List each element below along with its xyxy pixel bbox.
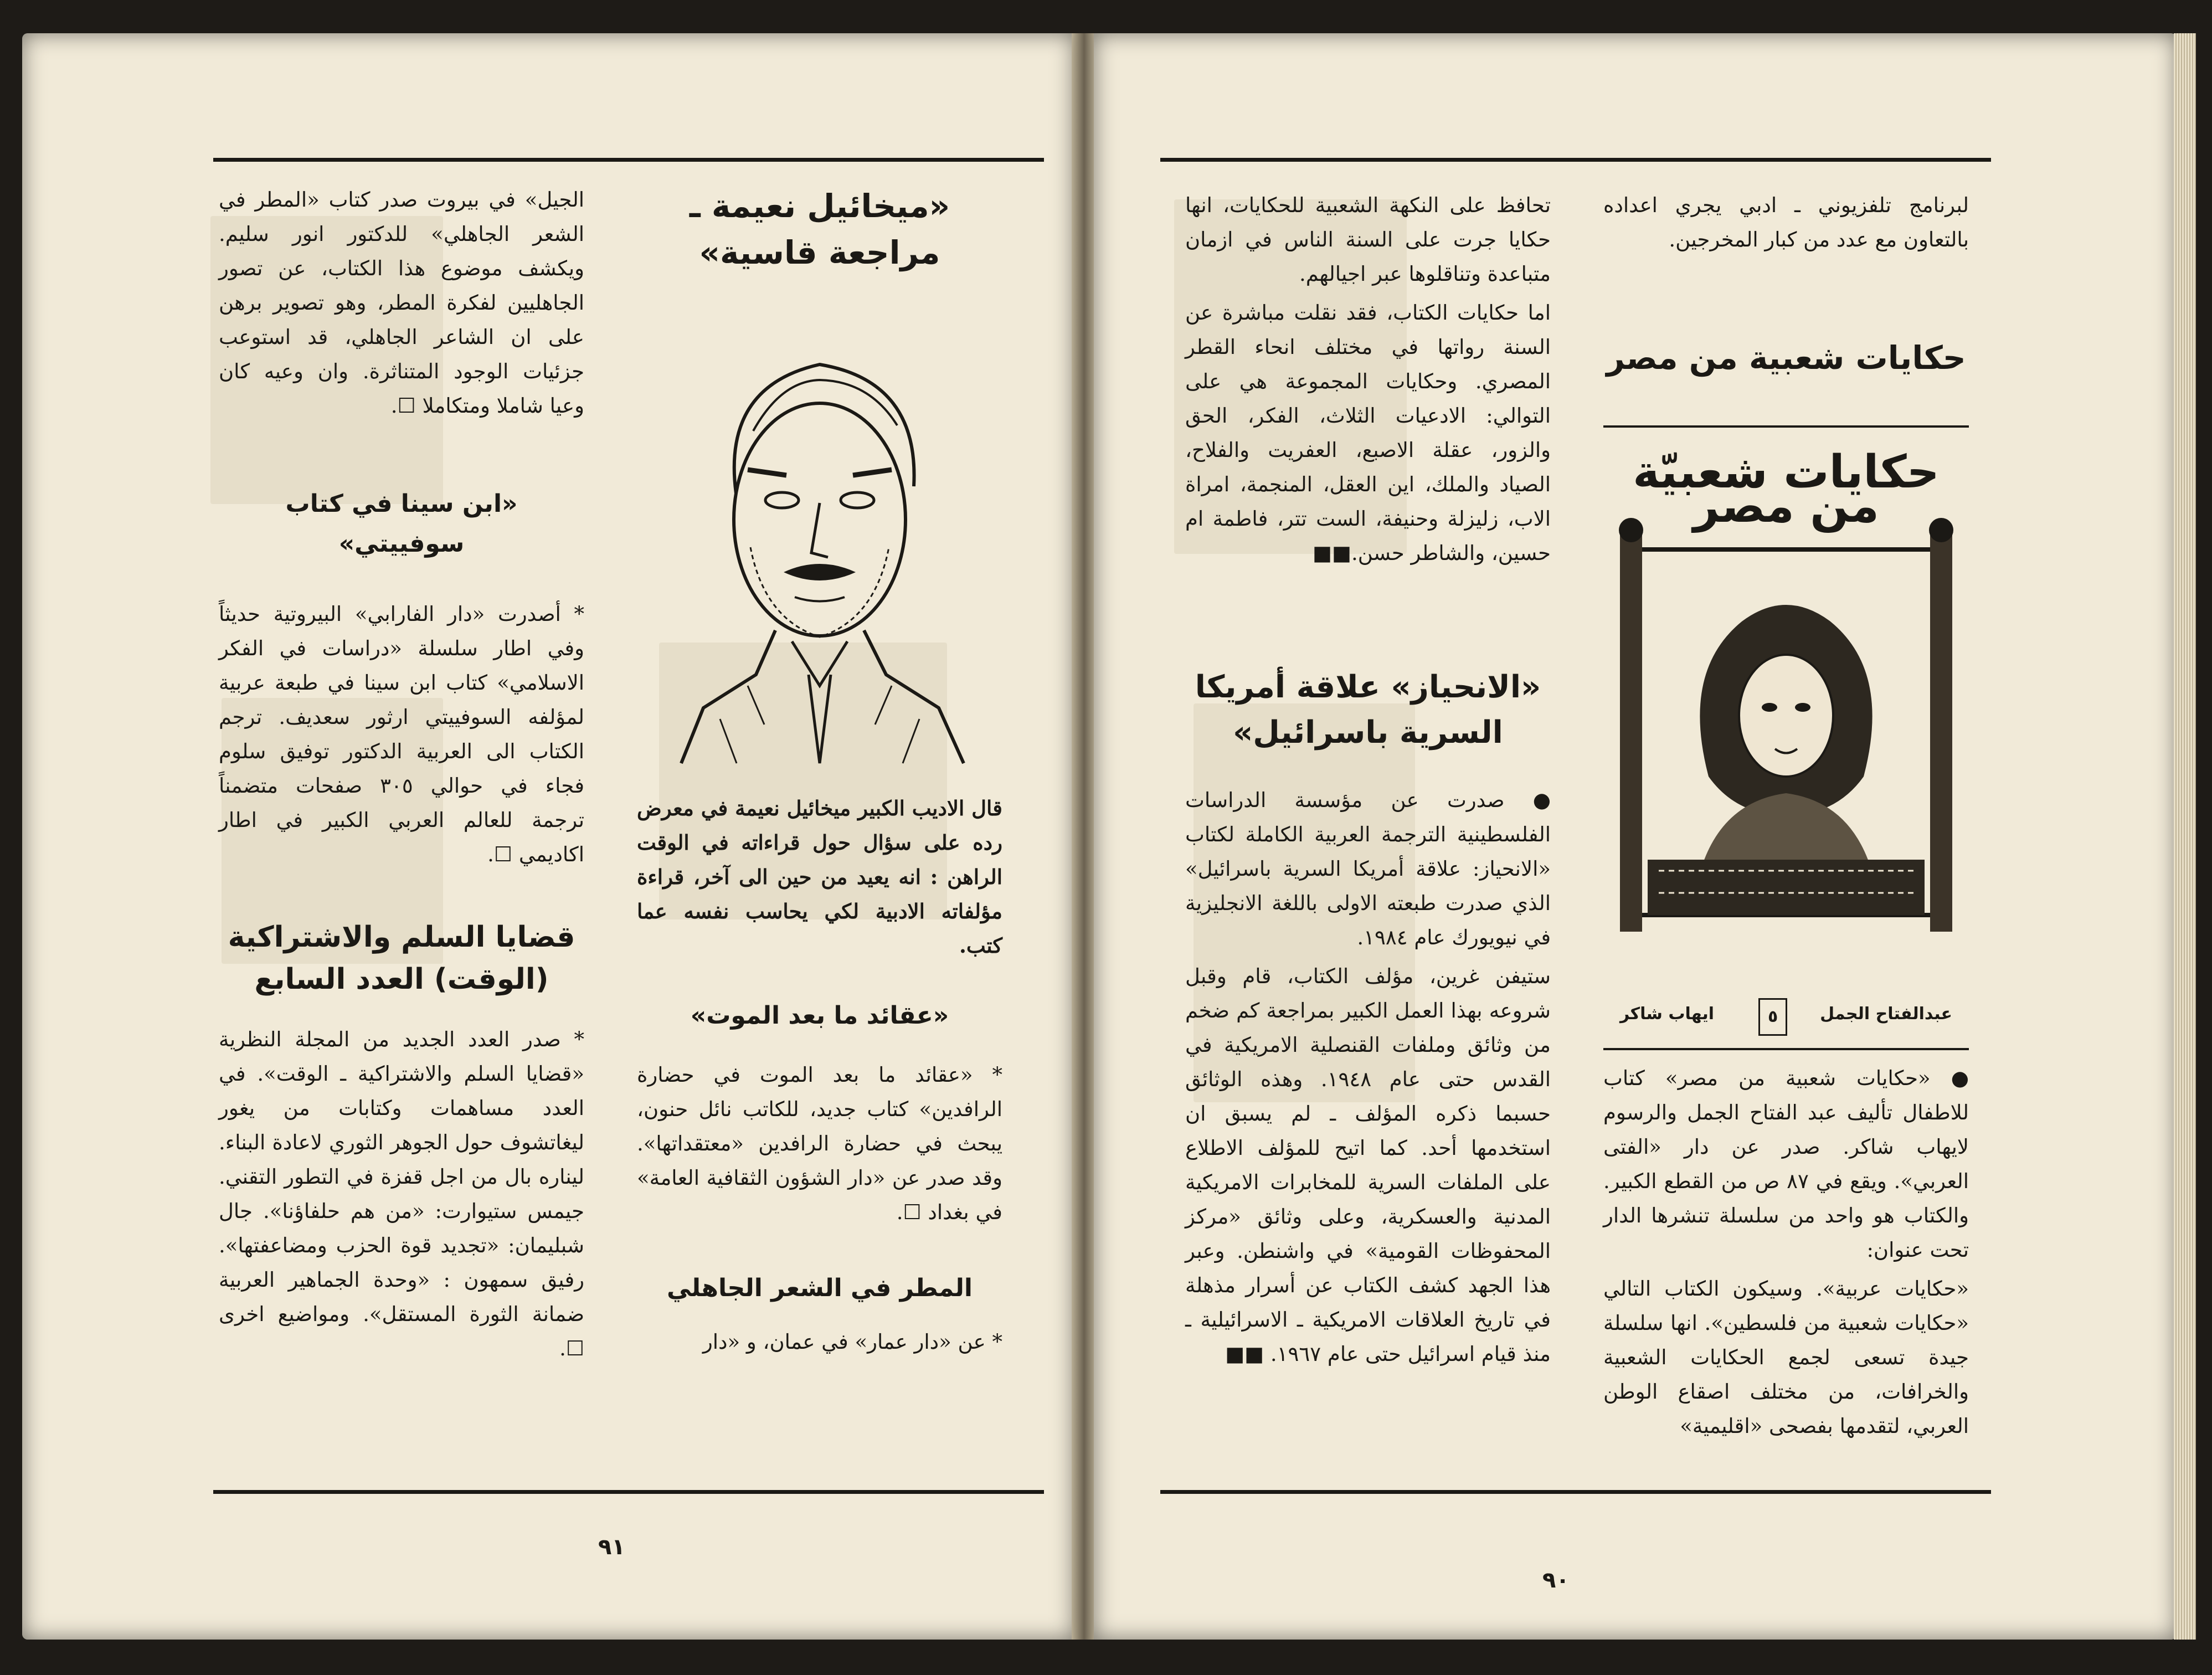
bottom-rule: [213, 1490, 1044, 1494]
article-body-naimy: قال الاديب الكبير ميخائيل نعيمة في معرض رده على سؤال حول قراءاته في الوقت الراهن : انه يعيد من حين الى آخر، قراءة مؤلفاته الادبية لكي يحاسب نفسه عما كتب.: [637, 796, 1002, 958]
book-cover-figure: [1603, 425, 1969, 1050]
cover-illustration: [1614, 516, 1958, 970]
cover-illustrator: ايهاب شاكر: [1620, 1004, 1715, 1024]
article-body-egypt-tales-2: «حكايات عربية». وسيكون الكتاب التالي «حكايات شعبية من فلسطين». انها سلسلة جيدة تسعى لجمع الحكايات الشعبية والخرافات، من مختلف اصقاع الوطن العربي، لتقدمها بفصحى «اقليمية»: [1603, 1277, 1969, 1438]
cover-badge: ٥: [1758, 998, 1787, 1036]
article-body-alignment-1: ● صدرت عن مؤسسة الدراسات الفلسطينية الترجمة العربية الكاملة لكتاب «الانحياز: علاقة أمريكا السرية باسرائيل» الذي صدرت طبعته الاولى باللغة الانجليزية في نيويورك عام ١٩٨٤.: [1185, 788, 1551, 949]
article-title-avicenna: «ابن سينا في كتاب سوفييتي»: [285, 490, 518, 558]
article-body-rain-cont: الجيل» في بيروت صدر كتاب «المطر في الشعر الجاهلي» للدكتور انور سليم. ويكشف موضوع هذا الكتاب، عن تصور الجاهليين لفكرة المطر، وهو تصوير برهن على ان الشاعر الجاهلي، قد استوعب جزئيات الوجود المتناثرة. وان وعيه كان وعيا شاملا ومتكاملا ☐.: [219, 188, 584, 418]
portrait-illustration: [637, 287, 1002, 769]
article-title-rain: المطر في الشعر الجاهلي: [666, 1274, 973, 1302]
left-page-right-column: [637, 183, 1002, 1364]
article-body-egypt-tales-1: ● «حكايات شعبية من مصر» كتاب للاطفال تأليف عبد الفتاح الجمل والرسوم لايهاب شاكر. صدر عن دار «الفتى العربي». ويقع في ٨٧ ص من القطع الكبير. والكتاب هو واحد من سلسلة تنشرها الدار تحت عنوان:: [1603, 1066, 1969, 1262]
intro-text: لبرنامج تلفزيوني ـ ادبي يجري اعداده بالتعاون مع عدد من كبار المخرجين.: [1603, 193, 1969, 251]
page-number: ٩١: [598, 1534, 625, 1560]
left-page: [22, 33, 1074, 1640]
article-title-afterlife: «عقائد ما بعد الموت»: [690, 1001, 949, 1030]
page-edges: [2174, 33, 2196, 1640]
cover-author: عبدالفتاح الجمل: [1820, 1004, 1952, 1024]
book-gutter: [1072, 33, 1097, 1640]
article-title-peace-socialism: قضايا السلم والاشتراكية (الوقت) العدد السابع: [228, 921, 575, 996]
top-rule: [213, 158, 1044, 162]
article-body-egypt-tales-3: تحافظ على النكهة الشعبية للحكايات، انها حكايا جرت على السنة الناس في ازمان متباعدة وتناقلوها عبر اجيالهم.: [1185, 193, 1551, 286]
article-body-egypt-tales-4: اما حكايات الكتاب، فقد نقلت مباشرة عن السنة رواتها في مختلف انحاء القطر المصري. وحكايات المجموعة هي على التوالي: الادعيات الثلاث، الفكر، الحق والزور، عقلة الاصبع، العفريت والفلاح، الصياد والملك، اين العقل، المنجمة، امراة الاب، زليزلة وحنيفة، الست تتر، فاطمة ام حسين، والشاطر حسن.■■: [1185, 301, 1551, 565]
book-cover-title: حكايات شعبيّة من مصر: [1633, 446, 1940, 533]
book-cover: [1603, 428, 1969, 1048]
right-page-left-column: [1185, 188, 1551, 1376]
article-body-alignment-2: ستيفن غرين، مؤلف الكتاب، قام وقبل شروعه بهذا العمل الكبير بمراجعة كم ضخم من وثائق وملفات القنصلية الامريكية في القدس حتى عام ١٩٤٨. وهذه الوثائق حسبما ذكره المؤلف ـ لم يسبق ان استخدمها أحد. كما اتيح للمؤلف الاطلاع على الملفات السرية للمخابرات الامريكية المدنية والعسكرية، وعلى وثائق «مركز المحفوظات القومية» في واشنطن. وعبر هذا الجهد كشف الكتاب عن أسرار مذهلة في تاريخ العلاقات الامريكية ـ الاسرائيلية ـ منذ قيام اسرائيل حتى عام ١٩٦٧. ■■: [1185, 964, 1551, 1366]
right-page: [1094, 33, 2177, 1640]
article-body-peace-socialism: * صدر العدد الجديد من المجلة النظرية «قضايا السلم والاشتراكية ـ الوقت». في العدد مساهمات وكتابات من يغور ليغاتشوف حول الجوهر الثوري لاعادة البناء. ليناره بال من اجل قفزة في التطور التقني. جيمس ستيوارت: «من هم حلفاؤنا». جال شبليمان: «تجديد قوة الحزب ومضاعفتها». رفيق سمهون : «وحدة الجماهير العربية ضمانة الثورة المستقل». ومواضيع اخرى ☐.: [219, 1027, 584, 1360]
left-page-left-column: [219, 183, 584, 1370]
article-title-naimy: «ميخائيل نعيمة ـ مراجعة قاسية»: [689, 187, 950, 271]
article-title-egypt-tales: حكايات شعبية من مصر: [1606, 339, 1966, 377]
article-body-avicenna: * أصدرت «دار الفارابي» البيروتية حديثاً وفي اطار سلسلة «دراسات في الفكر الاسلامي» كتاب ابن سينا في طبعة عربية لمؤلفه السوفييتي ارثور سعديف. ترجم الكتاب الى العربية الدكتور توفيق سلوم فجاء في حوالي ٣٠٥ صفحات متضمناً ترجمة للعالم العربي الكبير في اطار اكاديمي ☐.: [219, 602, 584, 866]
article-body-rain-start: * عن «دار عمار» في عمان، و «دار: [702, 1330, 1002, 1354]
article-body-afterlife: * «عقائد ما بعد الموت في حضارة الرافدين» كتاب جديد، للكاتب نائل حنون، يبحث في حضارة الرافدين «معتقداتها». وقد صدر عن «دار الشؤون الثقافية العامة» في بغداد ☐.: [637, 1063, 1002, 1224]
page-number: ٩٠: [1542, 1568, 1570, 1593]
right-page-right-column: [1603, 188, 1969, 1448]
bottom-rule: [1160, 1490, 1991, 1494]
article-title-alignment: «الانحياز» علاقة أمريكا السرية باسرائيل»: [1195, 669, 1541, 751]
top-rule: [1160, 158, 1991, 162]
